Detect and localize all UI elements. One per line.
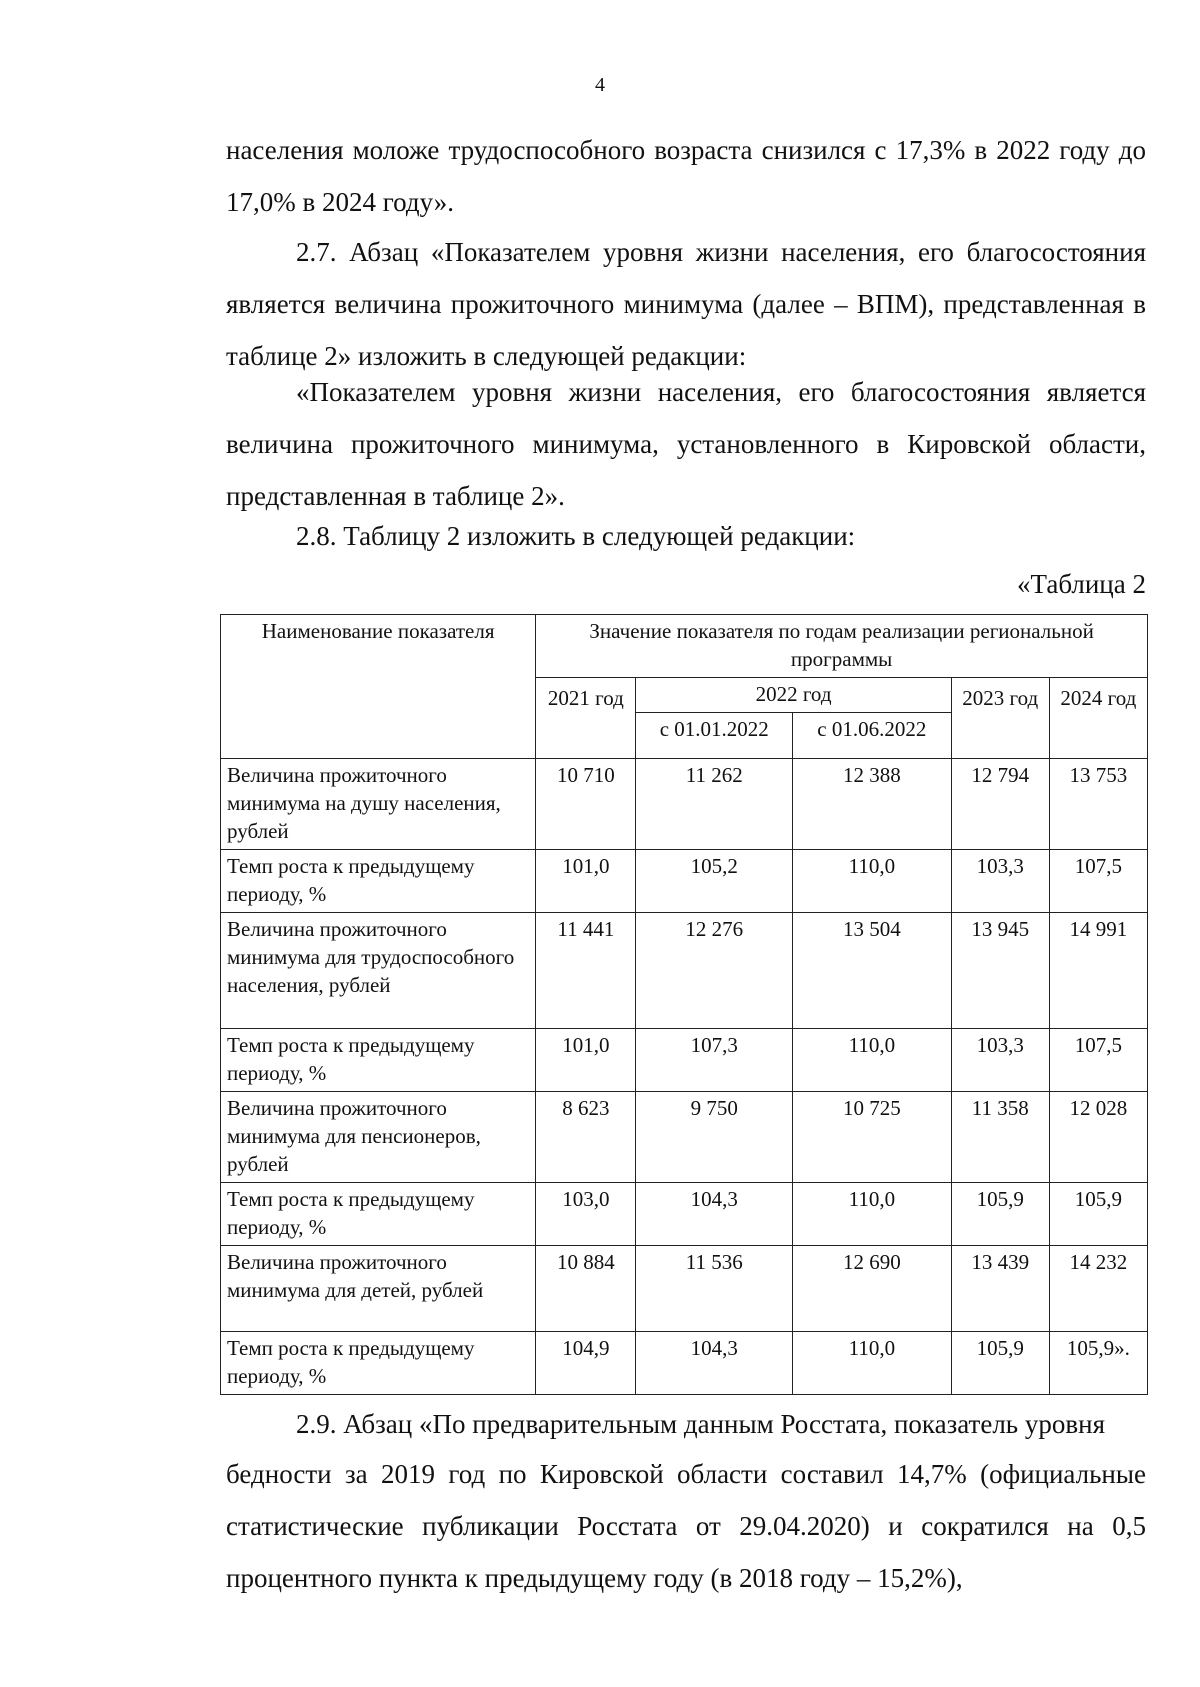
row-label: Темп роста к предыдущему периоду, % [221, 1029, 536, 1092]
row-label: Величина прожиточного минимума для детей, рублей [221, 1246, 536, 1332]
cell-2024: 105,9 [1049, 1183, 1147, 1246]
cell-2022-jan: 11 536 [636, 1246, 793, 1332]
cell-2022-jun: 12 690 [793, 1246, 952, 1332]
cell-2021: 101,0 [536, 850, 636, 913]
header-year-2023: 2023 год [951, 678, 1049, 759]
cell-2022-jun: 110,0 [793, 850, 952, 913]
header-year-2024: 2024 год [1049, 678, 1147, 759]
cell-2022-jan: 104,3 [636, 1332, 793, 1395]
cell-2021: 10 884 [536, 1246, 636, 1332]
header-group: Значение показателя по годам реализации региональной программы [536, 615, 1148, 678]
table-caption: «Таблица 2 [1017, 569, 1146, 599]
cell-2022-jan: 11 262 [636, 759, 793, 850]
cell-2023: 105,9 [951, 1183, 1049, 1246]
cell-2022-jan: 12 276 [636, 913, 793, 1029]
paragraph-continuation: населения моложе трудоспособного возраста снизился с 17,3% в 2022 году до 17,0% в 2024 году». [226, 135, 1146, 217]
row-label: Темп роста к предыдущему периоду, % [221, 850, 536, 913]
cell-2022-jan: 105,2 [636, 850, 793, 913]
cell-2024: 14 991 [1049, 913, 1147, 1029]
header-year-2022: 2022 год [636, 678, 951, 713]
cell-2022-jun: 110,0 [793, 1183, 952, 1246]
cell-2022-jun: 13 504 [793, 913, 952, 1029]
header-2022-from-jan: с 01.01.2022 [636, 713, 793, 759]
row-label: Величина прожиточного минимума для трудоспособного населения, рублей [221, 913, 536, 1029]
header-year-2021: 2021 год [536, 678, 636, 759]
table-row [221, 850, 1148, 913]
cell-2021: 11 441 [536, 913, 636, 1029]
row-label: Величина прожиточного минимума для пенсионеров, рублей [221, 1092, 536, 1183]
cell-2022-jun: 110,0 [793, 1029, 952, 1092]
cell-2023: 13 439 [951, 1246, 1049, 1332]
cell-2024: 12 028 [1049, 1092, 1147, 1183]
paragraph-2-9-continued: бедности за 2019 год по Кировской области составил 14,7% (официальные статистические публикации Росстата от 29.04.2020) и сократился на 0,5 процентного пункта к предыдущему году (в 2018 году – 15,2%), [226, 1459, 1146, 1593]
cell-2021: 103,0 [536, 1183, 636, 1246]
row-label: Темп роста к предыдущему периоду, % [221, 1332, 536, 1395]
table-row [221, 759, 1148, 850]
paragraph-2-7: 2.7. Абзац «Показателем уровня жизни населения, его благосостояния является величина прожиточного минимума (далее – ВПМ), представленная в таблице 2» изложить в следующей редакции: [226, 237, 1146, 371]
cell-2022-jun: 12 388 [793, 759, 952, 850]
table-row [221, 1092, 1148, 1183]
cell-2023: 11 358 [951, 1092, 1049, 1183]
cell-2022-jan: 9 750 [636, 1092, 793, 1183]
header-name-column: Наименование показателя [221, 615, 536, 759]
living-wage-table [220, 614, 1148, 1395]
cell-2021: 104,9 [536, 1332, 636, 1395]
cell-2021: 8 623 [536, 1092, 636, 1183]
table-row [221, 1029, 1148, 1092]
paragraph-2-8: 2.8. Таблицу 2 изложить в следующей редакции: [296, 521, 856, 551]
cell-2022-jan: 107,3 [636, 1029, 793, 1092]
cell-2023: 103,3 [951, 850, 1049, 913]
cell-2023: 13 945 [951, 913, 1049, 1029]
cell-2024: 14 232 [1049, 1246, 1147, 1332]
cell-2023: 103,3 [951, 1029, 1049, 1092]
cell-2022-jun: 110,0 [793, 1332, 952, 1395]
cell-2022-jun: 10 725 [793, 1092, 952, 1183]
cell-2024: 107,5 [1049, 1029, 1147, 1092]
cell-2023: 105,9 [951, 1332, 1049, 1395]
table-row [221, 1332, 1148, 1395]
cell-2024: 107,5 [1049, 850, 1147, 913]
row-label: Темп роста к предыдущему периоду, % [221, 1183, 536, 1246]
header-2022-from-jun: с 01.06.2022 [793, 713, 952, 759]
cell-2021: 10 710 [536, 759, 636, 850]
cell-2024: 13 753 [1049, 759, 1147, 850]
cell-2022-jan: 104,3 [636, 1183, 793, 1246]
cell-2021: 101,0 [536, 1029, 636, 1092]
cell-2024: 105,9». [1049, 1332, 1147, 1395]
cell-2023: 12 794 [951, 759, 1049, 850]
table-row [221, 913, 1148, 1029]
page-number: 4 [595, 74, 605, 96]
table-row [221, 1246, 1148, 1332]
paragraph-quote: «Показателем уровня жизни населения, его благосостояния является величина прожиточного минимума, установленного в Кировской области, представленная в таблице 2». [226, 377, 1146, 511]
paragraph-2-9: 2.9. Абзац «По предварительным данным Росстата, показатель уровня [296, 1409, 1105, 1439]
table-row [221, 1183, 1148, 1246]
row-label: Величина прожиточного минимума на душу населения, рублей [221, 759, 536, 850]
